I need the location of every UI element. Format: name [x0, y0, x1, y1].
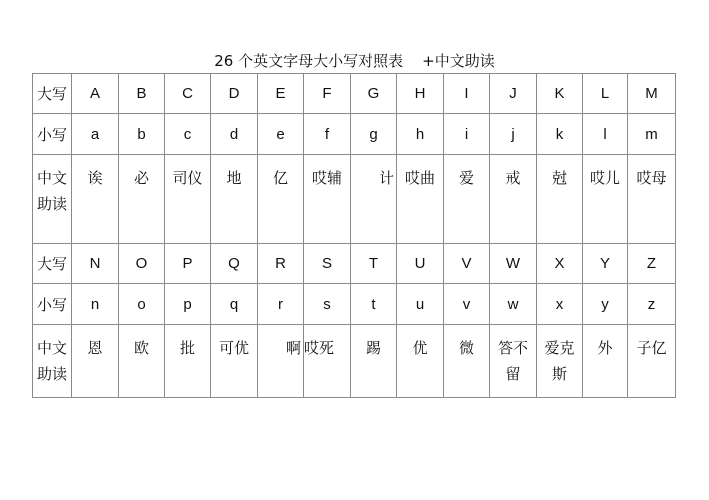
lower-row-1	[33, 114, 676, 155]
chinese-reading-text: 优	[412, 339, 428, 357]
row-label-chinese-text: 中文 助读	[36, 169, 67, 213]
chinese-reading-text: 哎死	[304, 339, 335, 357]
letter-lower: m	[628, 114, 676, 155]
chinese-reading	[304, 155, 351, 244]
letter-upper: G	[351, 74, 397, 114]
letter-lower: q	[211, 284, 258, 325]
letter-lower: y	[583, 284, 628, 325]
chinese-reading	[211, 155, 258, 244]
letter-lower: t	[351, 284, 397, 325]
chinese-reading-text: 踢	[365, 339, 381, 357]
chinese-reading-text: 爱克 斯	[544, 339, 575, 383]
letter-upper: D	[211, 74, 258, 114]
letter-lower: s	[304, 284, 351, 325]
letter-lower: x	[537, 284, 583, 325]
row-label-chinese	[33, 155, 72, 244]
letter-lower: b	[119, 114, 165, 155]
letter-upper: N	[72, 244, 119, 284]
letter-lower: n	[72, 284, 119, 325]
chinese-reading-text: 微	[458, 339, 474, 357]
chinese-reading	[165, 325, 211, 398]
letter-upper: A	[72, 74, 119, 114]
alphabet-table	[32, 73, 676, 398]
letter-upper: M	[628, 74, 676, 114]
letter-lower: c	[165, 114, 211, 155]
letter-lower: r	[258, 284, 304, 325]
letter-lower: h	[397, 114, 444, 155]
row-label-chinese	[33, 325, 72, 398]
letter-upper: U	[397, 244, 444, 284]
page-title: 26 个英文字母大小写对照表 +中文助读	[214, 52, 495, 70]
lower-row-2	[33, 284, 676, 325]
chinese-reading-text: 欧	[133, 339, 149, 357]
letter-lower: k	[537, 114, 583, 155]
chinese-reading	[583, 325, 628, 398]
letter-lower: w	[490, 284, 537, 325]
row-label-lower: 小写	[33, 284, 72, 325]
chinese-reading-text: 批	[179, 339, 195, 357]
chinese-reading	[490, 325, 537, 398]
letter-lower: v	[444, 284, 490, 325]
letter-upper: H	[397, 74, 444, 114]
letter-lower: l	[583, 114, 628, 155]
letter-upper: L	[583, 74, 628, 114]
chinese-reading	[397, 155, 444, 244]
chinese-reading	[397, 325, 444, 398]
chinese-reading	[583, 155, 628, 244]
chinese-reading-text: 恩	[87, 339, 103, 357]
chinese-reading	[119, 325, 165, 398]
letter-lower: u	[397, 284, 444, 325]
letter-upper: E	[258, 74, 304, 114]
chinese-reading-text: 啊	[285, 339, 301, 357]
letter-lower: f	[304, 114, 351, 155]
letter-upper: X	[537, 244, 583, 284]
upper-row-1	[33, 74, 676, 114]
chinese-reading	[537, 155, 583, 244]
chinese-reading-text: 诶	[87, 169, 103, 187]
chinese-row-1	[33, 155, 676, 244]
letter-lower: o	[119, 284, 165, 325]
chinese-reading-text: 计	[378, 169, 394, 187]
chinese-reading-text: 亿	[272, 169, 288, 187]
letter-upper: T	[351, 244, 397, 284]
upper-row-2	[33, 244, 676, 284]
letter-upper: V	[444, 244, 490, 284]
chinese-reading	[119, 155, 165, 244]
chinese-reading	[537, 325, 583, 398]
letter-upper: B	[119, 74, 165, 114]
chinese-reading-text: 司仪	[172, 169, 203, 187]
letter-lower: p	[165, 284, 211, 325]
chinese-reading	[258, 155, 304, 244]
letter-lower: z	[628, 284, 676, 325]
chinese-reading-text: 尅	[551, 169, 567, 187]
letter-lower: e	[258, 114, 304, 155]
letter-upper: W	[490, 244, 537, 284]
chinese-reading	[490, 155, 537, 244]
row-label-upper: 大写	[33, 74, 72, 114]
chinese-reading	[444, 155, 490, 244]
letter-lower: d	[211, 114, 258, 155]
chinese-reading	[258, 325, 304, 398]
chinese-reading-text: 答不 留	[497, 339, 528, 383]
chinese-reading-text: 地	[226, 169, 242, 187]
chinese-reading	[351, 155, 397, 244]
chinese-reading	[211, 325, 258, 398]
chinese-reading-text: 子亿	[636, 339, 667, 357]
chinese-row-2	[33, 325, 676, 398]
letter-lower: j	[490, 114, 537, 155]
letter-upper: C	[165, 74, 211, 114]
row-label-upper: 大写	[33, 244, 72, 284]
chinese-reading	[444, 325, 490, 398]
chinese-reading-text: 外	[597, 339, 613, 357]
chinese-reading-text: 可优	[218, 339, 249, 357]
chinese-reading	[628, 325, 676, 398]
chinese-reading-text: 哎曲	[404, 169, 435, 187]
chinese-reading	[72, 325, 119, 398]
letter-upper: Z	[628, 244, 676, 284]
letter-upper: K	[537, 74, 583, 114]
letter-upper: J	[490, 74, 537, 114]
chinese-reading	[165, 155, 211, 244]
letter-upper: P	[165, 244, 211, 284]
letter-upper: I	[444, 74, 490, 114]
chinese-reading-text: 戒	[505, 169, 521, 187]
chinese-reading-text: 哎辅	[311, 169, 342, 187]
chinese-reading-text: 哎母	[636, 169, 667, 187]
letter-upper: O	[119, 244, 165, 284]
chinese-reading-text: 必	[133, 169, 149, 187]
letter-lower: g	[351, 114, 397, 155]
letter-upper: Q	[211, 244, 258, 284]
letter-upper: S	[304, 244, 351, 284]
letter-lower: a	[72, 114, 119, 155]
row-label-chinese-text: 中文 助读	[36, 339, 67, 383]
letter-upper: F	[304, 74, 351, 114]
chinese-reading-text: 哎儿	[589, 169, 620, 187]
chinese-reading	[351, 325, 397, 398]
row-label-lower: 小写	[33, 114, 72, 155]
chinese-reading	[304, 325, 351, 398]
letter-upper: R	[258, 244, 304, 284]
chinese-reading-text: 爱	[458, 169, 474, 187]
chinese-reading	[72, 155, 119, 244]
letter-upper: Y	[583, 244, 628, 284]
letter-lower: i	[444, 114, 490, 155]
chinese-reading	[628, 155, 676, 244]
